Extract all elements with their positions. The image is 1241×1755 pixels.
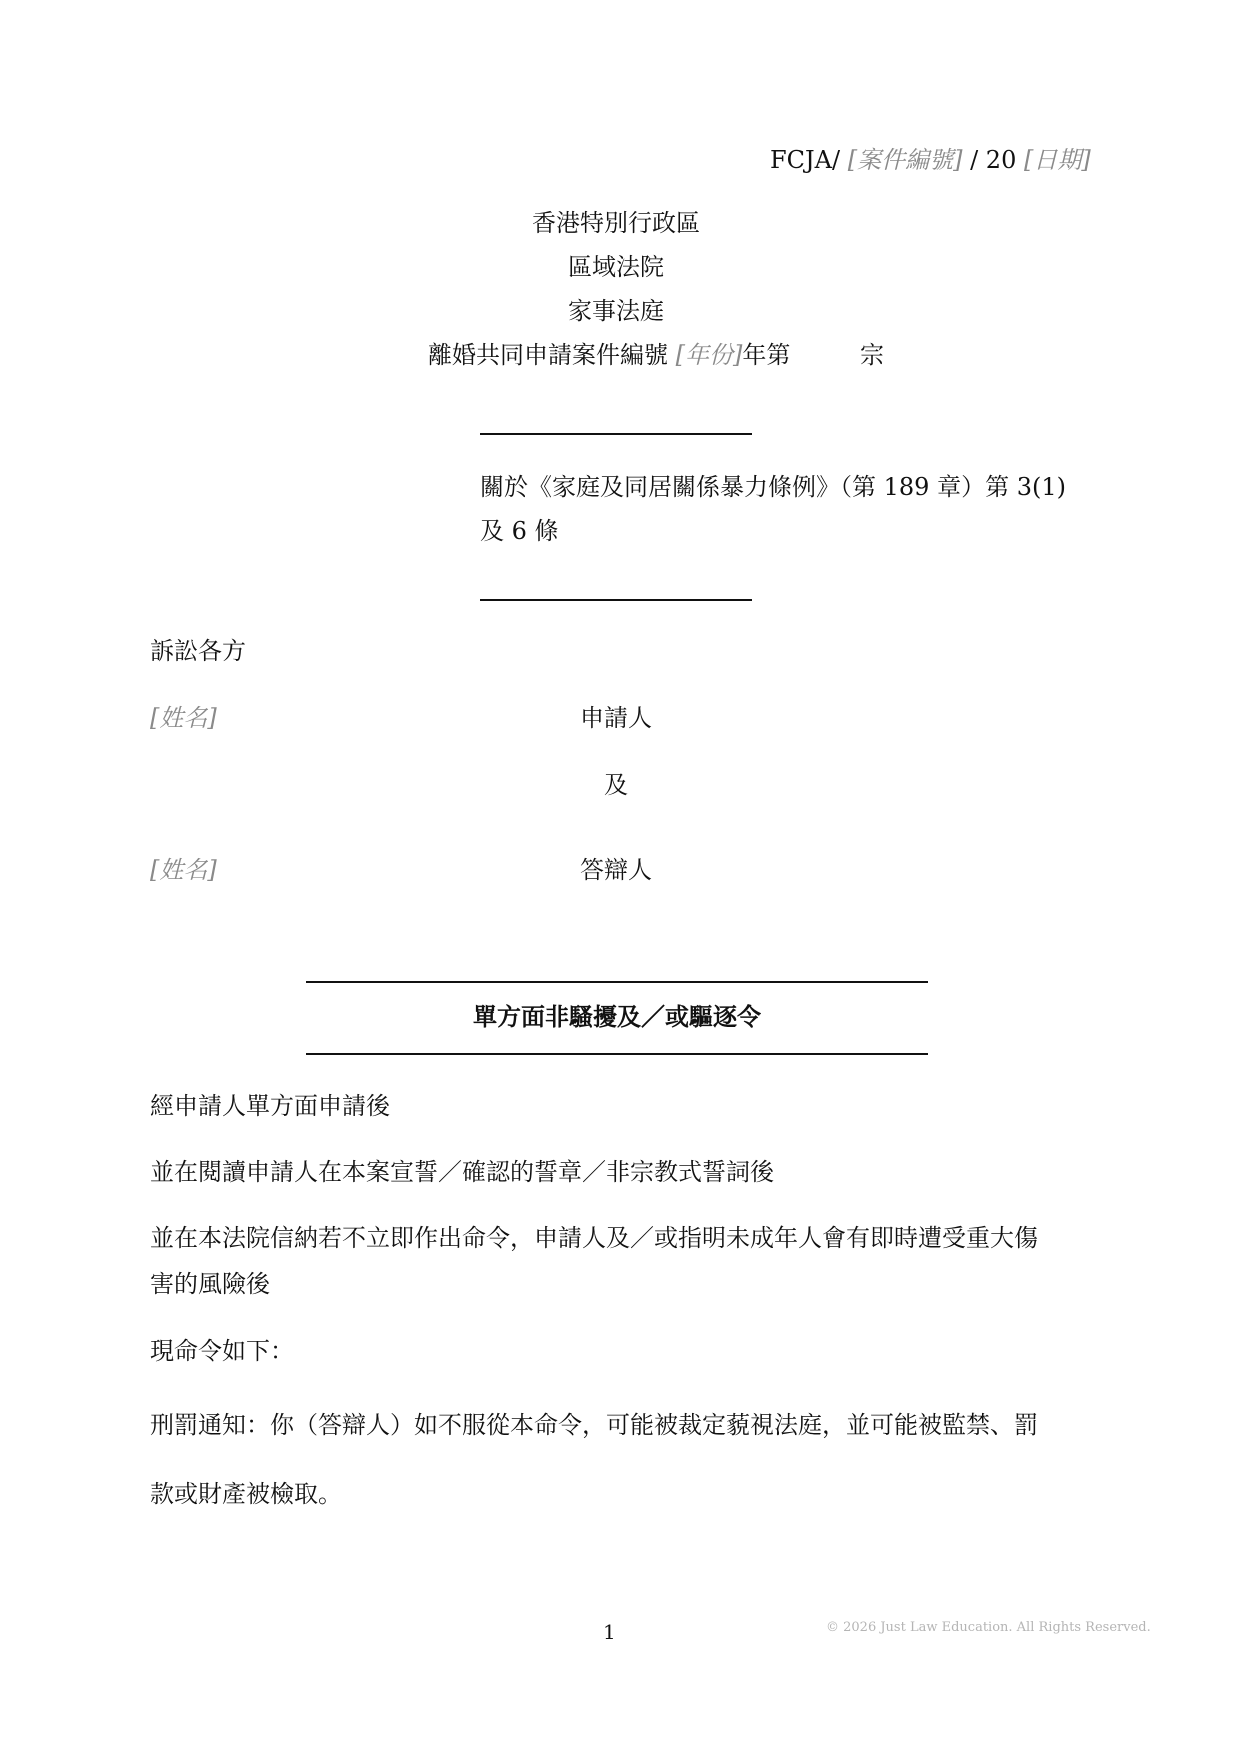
- applicant-name-placeholder: [姓名]: [150, 704, 217, 732]
- case-line-prefix: 離婚共同申請案件編號: [428, 341, 668, 369]
- matter-line-1: 關於《家庭及同居關係暴力條例》（第 189 章）第 3(1): [480, 473, 1066, 501]
- copyright-notice: © 2026 Just Law Education. All Rights Reserved.: [826, 1620, 1151, 1635]
- respondent-name-placeholder: [姓名]: [150, 856, 217, 884]
- parties-conjunction: 及: [604, 771, 628, 799]
- case-number-line: [428, 340, 884, 371]
- order-title: 單方面非騷擾及／或驅逐令: [473, 1002, 761, 1031]
- recital-risk-line-2: 害的風險後: [150, 1270, 270, 1298]
- case-line-mid: 年第: [742, 341, 791, 369]
- recital-risk-line-1: 並在本法院信納若不立即作出命令，申請人及／或指明未成年人會有即時遭受重大傷: [150, 1224, 1038, 1252]
- case-number-placeholder: [案件編號]: [847, 146, 963, 174]
- matter-line-2: 及 6 條: [480, 517, 559, 545]
- case-prefix: FCJA/: [770, 146, 841, 174]
- applicant-role: 申請人: [580, 704, 652, 732]
- penal-notice-line-1: 刑罰通知：你（答辯人）如不服從本命令，可能被裁定藐視法庭，並可能被監禁、罰: [150, 1411, 1038, 1439]
- date-placeholder: [日期]: [1023, 146, 1091, 174]
- recital-application: 經申請人單方面申請後: [150, 1092, 390, 1120]
- divider-rule: [480, 433, 752, 435]
- court-division: 家事法庭: [568, 297, 664, 325]
- respondent-role: 答辯人: [580, 856, 652, 884]
- year-separator: / 20: [970, 146, 1017, 174]
- page-number: 1: [603, 1620, 616, 1644]
- recital-affidavit: 並在閱讀申請人在本案宣誓／確認的誓章／非宗教式誓詞後: [150, 1158, 774, 1186]
- penal-notice-line-2: 款或財產被檢取。: [150, 1480, 342, 1508]
- court-region: 香港特別行政區: [532, 209, 700, 237]
- year-placeholder: [年份]: [675, 341, 743, 369]
- court-name: 區域法院: [568, 253, 664, 281]
- case-line-suffix: 宗: [860, 341, 885, 369]
- divider-rule: [480, 599, 752, 601]
- order-intro: 現命令如下：: [150, 1337, 294, 1365]
- title-top-rule: [306, 981, 928, 983]
- case-reference: [770, 145, 1091, 176]
- title-bottom-rule: [306, 1053, 928, 1055]
- parties-heading: 訴訟各方: [150, 637, 246, 665]
